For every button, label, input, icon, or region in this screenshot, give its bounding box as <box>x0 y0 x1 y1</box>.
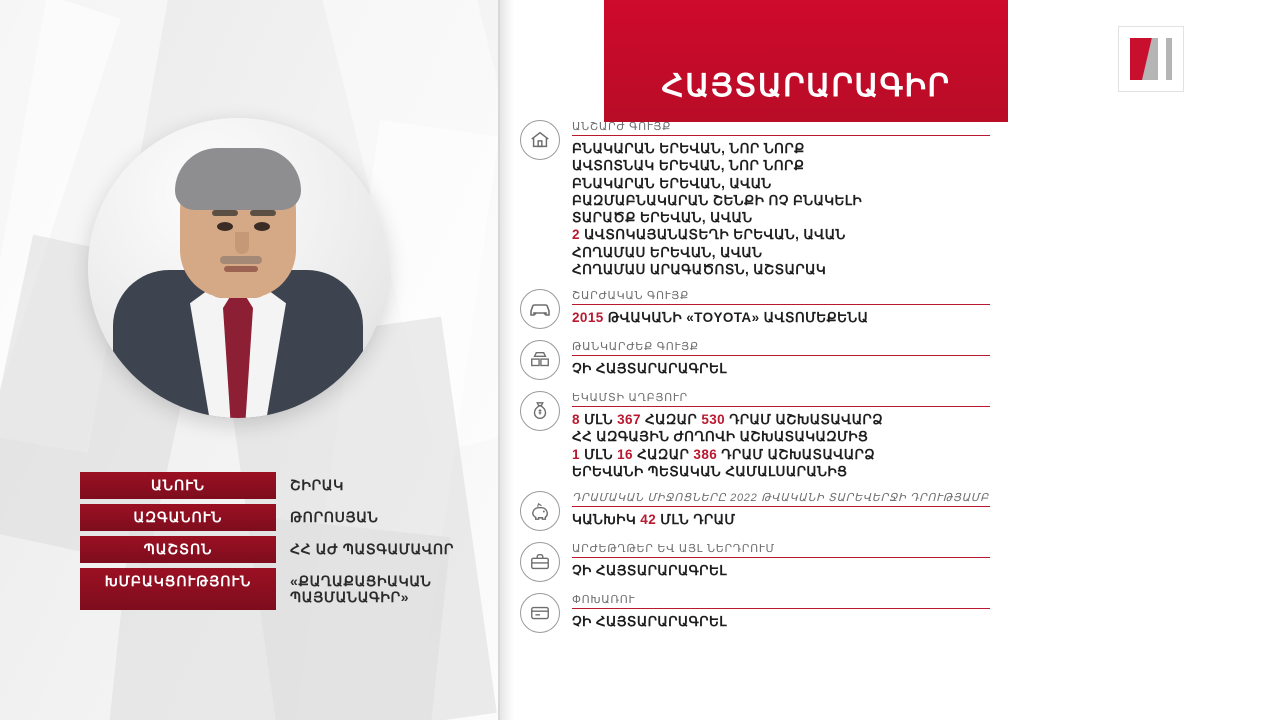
declaration-line: ՉԻ ՀԱՅՏԱՐԱՐԱԳՐԵԼ <box>572 614 727 630</box>
declaration-heading: ՇԱՐԺԱԿԱՆ ԳՈՒՅՔ <box>572 289 990 305</box>
declaration-line: ՀՀ ԱԶԳԱՅԻՆ ԺՈՂՈՎԻ ԱՇԽԱՏԱԿԱԶՄԻՑ <box>572 429 869 445</box>
avatar <box>88 118 388 418</box>
portrait-mouth <box>224 266 258 272</box>
briefcase-icon <box>520 542 560 582</box>
house-icon <box>520 120 560 160</box>
declaration-line: 2 ԱՎՏՈԿԱՅԱՆԱՏԵՂԻ ԵՐԵՎԱՆ, ԱՎԱՆ <box>572 227 846 243</box>
declaration-body <box>572 287 990 329</box>
portrait-eye <box>217 222 233 231</box>
declaration-text <box>572 360 990 377</box>
vertical-divider <box>498 0 500 720</box>
declaration-body <box>572 489 990 531</box>
person-info-row <box>80 504 490 531</box>
declaration-body <box>572 540 990 582</box>
declaration-text <box>572 562 990 579</box>
declaration-line: ՉԻ ՀԱՅՏԱՐԱՐԱԳՐԵԼ <box>572 563 727 579</box>
person-info-label: ՊԱՇՏՈՆ <box>80 536 276 563</box>
declaration-text <box>572 140 990 278</box>
channel-1-logo <box>1118 26 1184 92</box>
valuables-icon <box>520 340 560 380</box>
declaration-item <box>520 287 990 329</box>
portrait-hair <box>175 148 301 210</box>
declaration-item <box>520 338 990 380</box>
declaration-line: ԵՐԵՎԱՆԻ ՊԵՏԱԿԱՆ ՀԱՄԱԼՍԱՐԱՆԻՑ <box>572 463 848 479</box>
logo-mark-icon <box>1130 38 1172 80</box>
person-info-row <box>80 472 490 499</box>
declaration-text <box>572 309 990 326</box>
car-icon <box>520 289 560 329</box>
declaration-body <box>572 118 990 278</box>
declaration-body <box>572 389 990 480</box>
declaration-line: ՏԱՐԱԾՔ ԵՐԵՎԱՆ, ԱՎԱՆ <box>572 210 753 226</box>
declaration-text <box>572 511 990 528</box>
declaration-body <box>572 591 990 633</box>
person-info-value: «ՔԱՂԱՔԱՑԻԱԿԱՆ ՊԱՅՄԱՆԱԳԻՐ» <box>290 573 432 606</box>
loan-icon <box>520 593 560 633</box>
declaration-line: ԲԱԶՄԱԲՆԱԿԱՐԱՆ ՇԵՆՔԻ ՈՉ ԲՆԱԿԵԼԻ <box>572 192 863 208</box>
declaration-line: ՀՈՂԱՄԱՍ ԱՐԱԳԱԾՈՏՆ, ԱՇՏԱՐԱԿ <box>572 261 827 277</box>
person-info-value: ՇԻՐԱԿ <box>290 477 344 493</box>
declaration-line: ԲՆԱԿԱՐԱՆ ԵՐԵՎԱՆ, ԱՎԱՆ <box>572 175 772 191</box>
declaration-line: 1 ՄԼՆ 16 ՀԱԶԱՐ 386 ԴՐԱՄ ԱՇԽԱՏԱՎԱՐՁ <box>572 446 876 462</box>
person-info-label: ԱԶԳԱՆՈՒՆ <box>80 504 276 531</box>
piggy-bank-icon <box>520 491 560 531</box>
portrait-eyebrow <box>250 210 276 216</box>
declaration-line: ՉԻ ՀԱՅՏԱՐԱՐԱԳՐԵԼ <box>572 361 727 377</box>
person-info-row <box>80 568 490 610</box>
portrait-eye <box>254 222 270 231</box>
person-info-table <box>80 472 490 615</box>
declaration-heading: ԱՆՇԱՐԺ ԳՈՒՅՔ <box>572 120 990 136</box>
declaration-text <box>572 411 990 480</box>
panel-shadow <box>500 0 514 720</box>
portrait-moustache <box>220 256 262 264</box>
declaration-item <box>520 489 990 531</box>
declaration-item <box>520 118 990 278</box>
declaration-line: 8 ՄԼՆ 367 ՀԱԶԱՐ 530 ԴՐԱՄ ԱՇԽԱՏԱՎԱՐՁ <box>572 412 883 428</box>
declaration-line: 2015 ԹՎԱԿԱՆԻ «TOYOTA» ԱՎՏՈՄԵՔԵՆԱ <box>572 310 869 326</box>
declaration-line: ԿԱՆԽԻԿ 42 ՄԼՆ ԴՐԱՄ <box>572 512 736 528</box>
declaration-body <box>572 338 990 380</box>
declaration-line: ԱՎՏՈՏՆԱԿ ԵՐԵՎԱՆ, ՆՈՐ ՆՈՐՔ <box>572 158 805 174</box>
declaration-heading: ԴՐԱՄԱԿԱՆ ՄԻՋՈՑՆԵՐԸ 2022 ԹՎԱԿԱՆԻ ՏԱՐԵՎԵՐՋԻ ԴՐՈՒԹՅԱՄԲ <box>572 491 990 507</box>
declaration-heading: ՓՈԽԱՌՈՒ <box>572 593 990 609</box>
person-info-row <box>80 536 490 563</box>
declaration-heading: ԵԿԱՄՏԻ ԱՂԲՅՈՒՐ <box>572 391 990 407</box>
declaration-text <box>572 613 990 630</box>
page-title: ՀԱՅՏԱՐԱՐԱԳԻՐ <box>661 68 951 103</box>
person-info-label: ԽՄԲԱԿՑՈՒԹՅՈՒՆ <box>80 568 276 610</box>
declaration-list <box>520 118 990 642</box>
money-bag-icon <box>520 391 560 431</box>
declaration-item <box>520 389 990 480</box>
declaration-line: ՀՈՂԱՄԱՍ ԵՐԵՎԱՆ, ԱՎԱՆ <box>572 244 763 260</box>
person-info-value: ԹՈՐՈՍՅԱՆ <box>290 509 379 525</box>
portrait-eyebrow <box>212 210 238 216</box>
declaration-line: ԲՆԱԿԱՐԱՆ ԵՐԵՎԱՆ, ՆՈՐ ՆՈՐՔ <box>572 141 805 156</box>
person-info-value: ՀՀ ԱԺ ՊԱՏԳԱՄԱՎՈՐ <box>290 541 455 557</box>
declaration-item <box>520 540 990 582</box>
declaration-item <box>520 591 990 633</box>
declaration-heading: ԱՐԺԵԹՂԹԵՐ ԵՎ ԱՅԼ ՆԵՐԴՐՈՒՄ <box>572 542 990 558</box>
portrait-nose <box>235 232 249 254</box>
person-info-label: ԱՆՈՒՆ <box>80 472 276 499</box>
declaration-heading: ԹԱՆԿԱՐԺԵՔ ԳՈՒՅՔ <box>572 340 990 356</box>
